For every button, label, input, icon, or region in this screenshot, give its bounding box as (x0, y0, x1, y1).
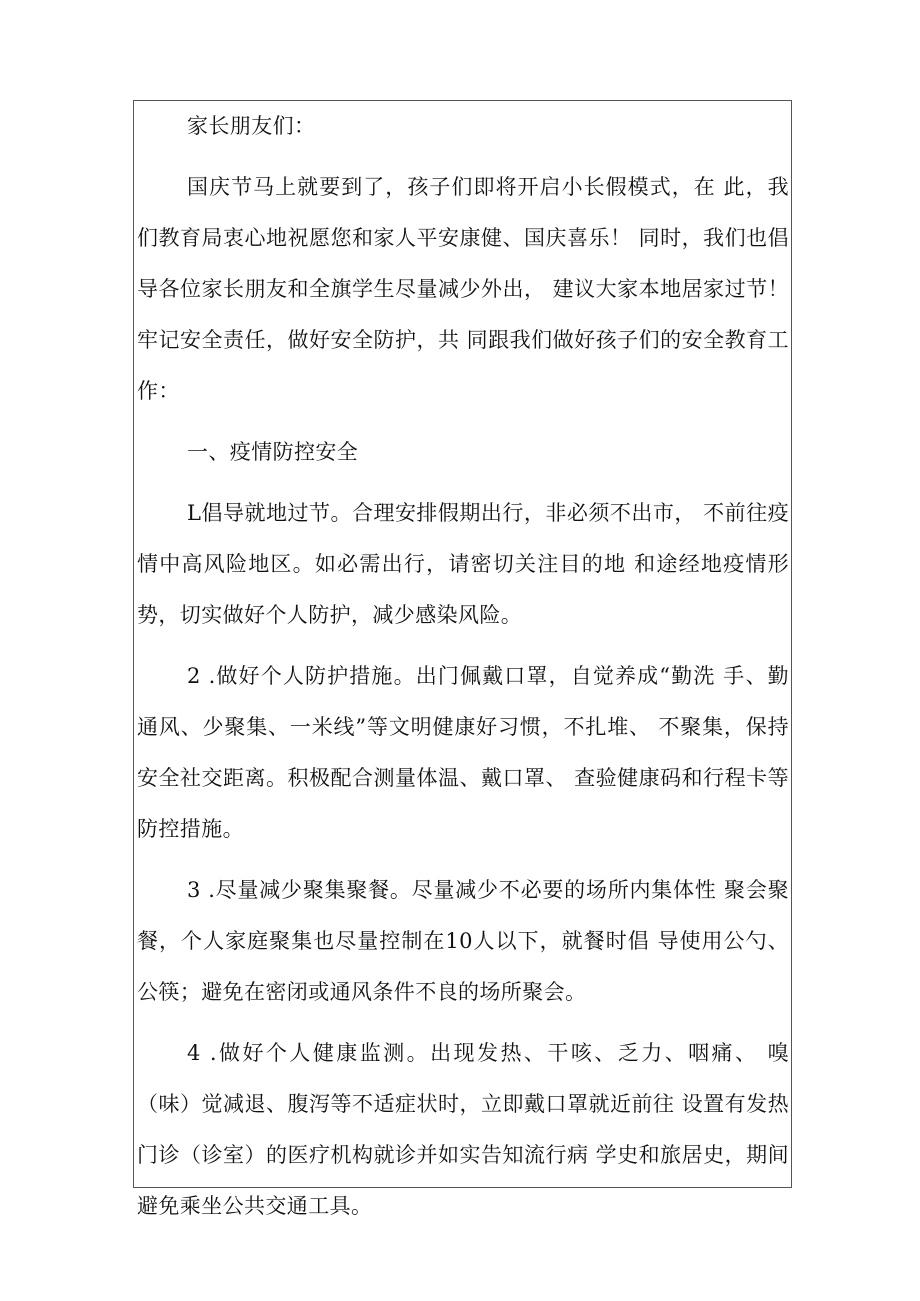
section-heading: 一、疫情防控安全 (187, 440, 359, 464)
list-item: L倡导就地过节。合理安排假期出行，非必须不出市， 不前往疫情中高风险地区。如必需出行，请密切关注目的地 和途经地疫情形势，切实做好个人防护，减少感染风险。 (137, 501, 789, 627)
list-item: 2 .做好个人防护措施。出门佩戴口罩，自觉养成“勤洗 手、勤通风、少聚集、一米线”等文明健康好习惯，不扎堆、 不聚集，保持安全社交距离。积极配合测量体温、戴口罩、 查验健康码和行程卡等防控措施。 (137, 664, 789, 841)
intro-paragraph: 国庆节马上就要到了，孩子们即将开启小长假模式，在 此，我们教育局衷心地祝愿您和家人平安康健、国庆喜乐！ 同时，我们也倡导各位家长朋友和全旗学生尽量减少外出， 建议大家本地居家过节！牢记安全责任，做好安全防护，共 同跟我们做好孩子们的安全教育工作： (137, 175, 789, 403)
list-item: 3 .尽量减少聚集聚餐。尽量减少不必要的场所内集体性 聚会聚餐，个人家庭聚集也尽量控制在10人以下，就餐时倡 导使用公勺、公筷；避免在密闭或通风条件不良的场所聚会。 (137, 878, 789, 1004)
greeting: 家长朋友们： (187, 114, 316, 138)
document-frame (133, 100, 792, 1218)
list-item: 4 .做好个人健康监测。出现发热、干咳、乏力、咽痛、 嗅（味）觉减退、腹泻等不适症状时，立即戴口罩就近前往 设置有发热门诊（诊室）的医疗机构就诊并如实告知流行病 学史和旅居史，期间避免乘坐公共交通工具。 (137, 1041, 789, 1218)
document-body (134, 101, 791, 1232)
